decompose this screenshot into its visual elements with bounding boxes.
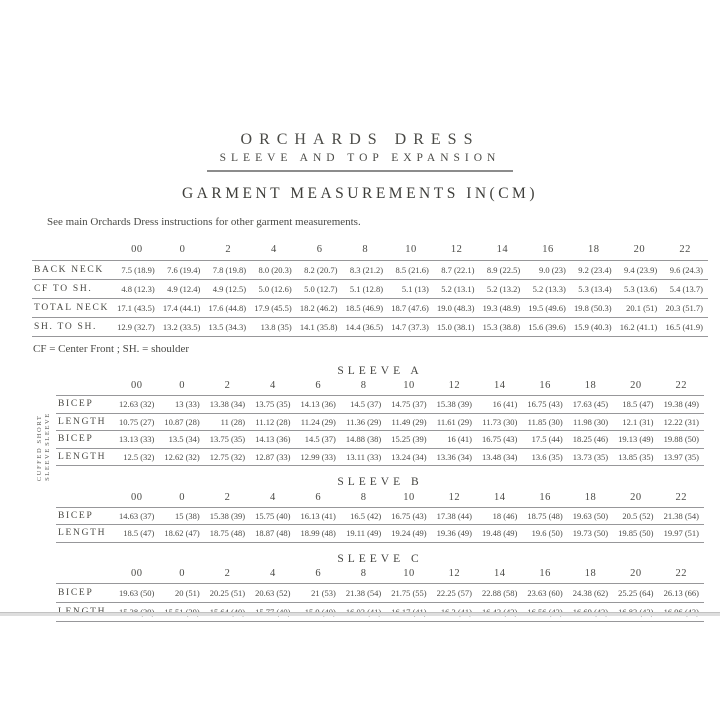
size-header: 20 — [633, 243, 646, 255]
value-cell: 4.9 (12.4) — [167, 283, 201, 294]
abbreviation-footnote: CF = Center Front ; SH. = shoulder — [33, 342, 190, 355]
value-cell: 5.2 (13.2) — [486, 283, 521, 294]
size-header: 20 — [630, 380, 642, 392]
row-label: TOTAL NECK — [34, 302, 110, 313]
value-cell: 19.13 (49) — [618, 434, 654, 445]
value-cell: 18 (46) — [492, 510, 518, 521]
value-cell: 13.11 (33) — [346, 451, 382, 462]
value-cell: 8.7 (22.1) — [441, 264, 475, 275]
value-cell: 16.75 (43) — [481, 434, 518, 445]
row-label: BICEP — [58, 588, 94, 598]
size-header: 22 — [675, 491, 687, 503]
size-header: 2 — [224, 491, 231, 503]
size-header: 22 — [679, 243, 691, 255]
size-header: 10 — [403, 568, 415, 580]
size-header: 18 — [587, 243, 600, 255]
side-label-line: SLEEVE — [44, 446, 51, 481]
value-cell: 11.98 (30) — [573, 416, 609, 427]
value-cell: 11.73 (30) — [482, 416, 518, 427]
value-cell: 16.75 (43) — [391, 510, 427, 521]
value-cell: 17.38 (44) — [436, 510, 472, 521]
row-label: LENGTH — [58, 451, 107, 462]
size-header: 4 — [269, 491, 276, 503]
value-cell: 12.5 (32) — [123, 451, 155, 462]
size-header: 8 — [360, 380, 367, 392]
value-cell: 13.13 (33) — [118, 434, 155, 445]
value-cell: 15.3 (38.8) — [482, 321, 521, 332]
row-label: BICEP — [58, 510, 94, 521]
value-cell: 14.5 (37) — [304, 434, 336, 445]
measurement-row — [56, 448, 704, 466]
value-cell: 7.6 (19.4) — [167, 264, 201, 275]
value-cell: 5.2 (13.3) — [532, 283, 566, 294]
value-cell: 14.5 (37) — [350, 399, 382, 410]
value-cell: 13.36 (34) — [436, 451, 472, 462]
value-cell: 19.38 (49) — [663, 399, 699, 410]
document-header — [0, 0, 720, 203]
size-header: 12 — [450, 243, 463, 255]
side-label-line: CUFFED — [36, 446, 43, 481]
instructions-note: See main Orchards Dress instructions for other garment measurements. — [47, 216, 361, 228]
value-cell: 14.1 (35.8) — [299, 321, 338, 332]
value-cell: 5.3 (13.6) — [623, 283, 658, 294]
size-header: 16 — [539, 380, 551, 392]
value-cell: 11.49 (29) — [391, 416, 427, 427]
value-cell: 12.22 (31) — [663, 416, 699, 427]
value-cell: 19.63 (50) — [572, 510, 609, 521]
value-cell: 21 (53) — [311, 588, 336, 598]
value-cell: 21.38 (54) — [345, 588, 382, 598]
size-header: 20 — [630, 491, 642, 503]
value-cell: 18.25 (46) — [572, 434, 609, 445]
row-label: BICEP — [58, 399, 94, 410]
size-header: 8 — [362, 243, 369, 255]
value-cell: 11.85 (30) — [527, 416, 563, 427]
row-label: CF TO SH. — [34, 283, 93, 294]
value-cell: 13.75 (35) — [209, 434, 246, 445]
value-cell: 11.24 (29) — [300, 416, 336, 427]
cuffed-sleeve-side-label — [34, 432, 54, 496]
sleeve-b-measurements-table — [56, 488, 704, 543]
value-cell: 16.2 (41.1) — [619, 321, 658, 332]
sleeve-a-section — [36, 364, 704, 481]
value-cell: 7.8 (19.8) — [212, 264, 247, 275]
value-cell: 17.1 (43.5) — [117, 302, 155, 313]
value-cell: 13 (33) — [174, 399, 200, 410]
value-cell: 19.88 (50) — [663, 434, 699, 445]
value-cell: 12.87 (33) — [255, 451, 291, 462]
value-cell: 14.4 (36.5) — [345, 321, 384, 332]
value-cell: 14.88 (38) — [345, 434, 382, 445]
value-cell: 20.63 (52) — [255, 588, 291, 598]
row-label: SH. TO SH. — [34, 321, 98, 332]
sleeve-a-measurements-table — [56, 377, 704, 467]
value-cell: 12.9 (32.7) — [117, 321, 155, 332]
value-cell: 19.48 (49) — [481, 528, 518, 539]
value-cell: 19.11 (49) — [346, 528, 382, 539]
value-cell: 19.24 (49) — [391, 528, 427, 539]
value-cell: 12.62 (32) — [164, 451, 200, 462]
value-cell: 9.0 (23) — [538, 264, 566, 275]
value-cell: 18.75 (48) — [527, 510, 563, 521]
value-cell: 5.2 (13.1) — [441, 283, 475, 294]
size-header: 00 — [130, 491, 143, 503]
value-cell: 16.5 (41.9) — [665, 321, 703, 332]
value-cell: 15.9 (40.3) — [574, 321, 612, 332]
garment-measurements-table — [32, 239, 708, 337]
value-cell: 19.97 (51) — [663, 528, 699, 539]
size-header: 2 — [224, 380, 231, 392]
value-cell: 16 (41) — [447, 434, 472, 445]
size-header: 14 — [493, 491, 506, 503]
value-cell: 20.25 (51) — [209, 588, 246, 598]
measurement-row — [56, 525, 704, 543]
value-cell: 20 (51) — [174, 588, 200, 598]
measurement-row — [56, 396, 704, 414]
value-cell: 13.5 (34) — [168, 434, 200, 445]
corner-cell — [56, 565, 114, 584]
size-header: 0 — [179, 243, 186, 255]
value-cell: 8.3 (21.2) — [349, 264, 384, 275]
value-cell: 19.73 (50) — [572, 528, 609, 539]
value-cell: 19.36 (49) — [436, 528, 472, 539]
value-cell: 5.1 (12.8) — [349, 283, 384, 294]
value-cell: 15 (38) — [174, 510, 200, 521]
value-cell: 12.99 (33) — [300, 451, 336, 462]
value-cell: 13.24 (34) — [391, 451, 427, 462]
size-header: 6 — [315, 491, 322, 503]
value-cell: 13.85 (35) — [618, 451, 654, 462]
value-cell: 15.6 (39.6) — [528, 321, 566, 332]
size-header: 12 — [448, 380, 461, 392]
value-cell: 18.2 (46.2) — [299, 302, 338, 313]
value-cell: 11 (28) — [220, 416, 246, 427]
value-cell: 16.5 (42) — [350, 510, 382, 521]
size-header: 0 — [179, 380, 185, 392]
size-header: 14 — [493, 380, 506, 392]
value-cell: 13.38 (34) — [209, 399, 246, 410]
sleeve-c-title: SLEEVE C — [337, 552, 423, 565]
sleeve-b-title: SLEEVE B — [337, 476, 423, 488]
value-cell: 18.87 (48) — [255, 528, 291, 539]
value-cell: 11.61 (29) — [436, 416, 472, 427]
value-cell: 13.6 (35) — [531, 451, 563, 462]
size-header-row — [56, 565, 704, 584]
size-header: 18 — [584, 491, 597, 503]
value-cell: 13.73 (35) — [572, 451, 609, 462]
value-cell: 15.38 (39) — [436, 399, 472, 410]
value-cell: 11.12 (28) — [255, 416, 291, 427]
value-cell: 19.5 (49.6) — [528, 302, 566, 313]
size-header: 10 — [403, 380, 415, 392]
side-label-line: SLEEVE — [44, 411, 51, 446]
value-cell: 18.75 (48) — [209, 528, 246, 539]
value-cell: 16.13 (41) — [300, 510, 336, 521]
value-cell: 5.3 (13.4) — [578, 283, 612, 294]
value-cell: 19.63 (50) — [118, 588, 155, 598]
value-cell: 8.0 (20.3) — [258, 264, 292, 275]
value-cell: 19.0 (48.3) — [436, 302, 475, 313]
value-cell: 19.85 (50) — [618, 528, 654, 539]
value-cell: 9.6 (24.3) — [669, 264, 703, 275]
size-header: 4 — [269, 568, 276, 580]
pattern-subtitle: SLEEVE AND TOP EXPANSION — [219, 152, 501, 164]
value-cell: 11.36 (29) — [346, 416, 382, 427]
measurement-row — [56, 584, 704, 603]
size-header: 14 — [496, 243, 509, 255]
section-heading-measurements: GARMENT MEASUREMENTS IN(CM) — [181, 185, 538, 202]
value-cell: 10.87 (28) — [164, 416, 200, 427]
size-header: 22 — [675, 380, 687, 392]
size-header: 22 — [675, 568, 687, 580]
value-cell: 25.25 (64) — [618, 588, 654, 598]
corner-cell — [56, 377, 114, 396]
value-cell: 13.5 (34.3) — [208, 321, 247, 332]
value-cell: 8.9 (22.5) — [486, 264, 521, 275]
size-header-row — [56, 377, 704, 396]
size-header: 14 — [493, 568, 506, 580]
value-cell: 13.75 (35) — [255, 399, 291, 410]
size-header: 6 — [315, 380, 322, 392]
value-cell: 14.63 (37) — [118, 510, 155, 521]
value-cell: 17.5 (44) — [531, 434, 563, 445]
size-header: 12 — [448, 491, 461, 503]
value-cell: 22.88 (58) — [481, 588, 518, 598]
size-header: 4 — [271, 243, 277, 255]
measurement-row — [32, 317, 708, 336]
size-header: 16 — [539, 491, 551, 503]
measurement-row — [32, 279, 708, 298]
value-cell: 15.25 (39) — [391, 434, 427, 445]
size-header: 20 — [630, 568, 642, 580]
size-header-row — [32, 239, 708, 260]
size-header: 00 — [130, 568, 143, 580]
value-cell: 15.75 (40) — [255, 510, 291, 521]
sleeve-a-title: SLEEVE A — [337, 364, 423, 377]
size-header: 18 — [584, 380, 597, 392]
value-cell: 23.63 (60) — [527, 588, 563, 598]
value-cell: 4.8 (12.3) — [121, 283, 155, 294]
measurement-row — [56, 507, 704, 525]
value-cell: 17.4 (44.1) — [162, 302, 201, 313]
value-cell: 26.13 (66) — [663, 588, 699, 598]
size-header: 6 — [315, 568, 322, 580]
value-cell: 19.3 (48.9) — [482, 302, 521, 313]
value-cell: 15.0 (38.1) — [436, 321, 475, 332]
value-cell: 5.0 (12.6) — [258, 283, 292, 294]
value-cell: 15.38 (39) — [209, 510, 246, 521]
value-cell: 8.2 (20.7) — [304, 264, 338, 275]
value-cell: 5.4 (13.7) — [669, 283, 703, 294]
value-cell: 21.75 (55) — [391, 588, 427, 598]
value-cell: 18.62 (47) — [164, 528, 200, 539]
row-label: BACK NECK — [34, 264, 104, 275]
value-cell: 8.5 (21.6) — [395, 264, 429, 275]
corner-cell — [32, 239, 114, 260]
value-cell: 24.38 (62) — [572, 588, 609, 598]
side-label-line: SHORT — [36, 414, 43, 443]
measurement-row — [56, 431, 704, 449]
row-label: BICEP — [58, 434, 94, 445]
value-cell: 18.99 (48) — [300, 528, 336, 539]
size-header: 18 — [584, 568, 597, 580]
value-cell: 18.5 (47) — [622, 399, 654, 410]
value-cell: 16.75 (43) — [527, 399, 563, 410]
value-cell: 14.13 (36) — [255, 434, 291, 445]
size-header: 16 — [542, 243, 554, 255]
size-header: 8 — [360, 491, 367, 503]
size-header: 8 — [360, 568, 367, 580]
size-header: 2 — [225, 243, 232, 255]
measurement-row — [32, 260, 708, 279]
pattern-title: ORCHARDS DRESS — [240, 131, 480, 148]
value-cell: 4.9 (12.5) — [212, 283, 247, 294]
value-cell: 12.1 (31) — [622, 416, 654, 427]
value-cell: 13.8 (35) — [260, 321, 292, 332]
value-cell: 12.75 (32) — [209, 451, 246, 462]
size-header: 00 — [130, 380, 143, 392]
value-cell: 20.5 (52) — [622, 510, 654, 521]
size-header: 10 — [405, 243, 417, 255]
value-cell: 9.2 (23.4) — [578, 264, 612, 275]
value-cell: 18.7 (47.6) — [391, 302, 429, 313]
title-underline-rule — [207, 170, 513, 172]
size-header: 16 — [539, 568, 551, 580]
value-cell: 13.2 (33.5) — [162, 321, 201, 332]
value-cell: 10.75 (27) — [118, 416, 155, 427]
size-header: 10 — [403, 491, 415, 503]
row-label: LENGTH — [58, 416, 107, 427]
size-header: 4 — [269, 380, 276, 392]
value-cell: 17.63 (45) — [572, 399, 609, 410]
size-header: 2 — [224, 568, 231, 580]
value-cell: 18.5 (47) — [123, 528, 155, 539]
value-cell: 19.6 (50) — [531, 528, 563, 539]
value-cell: 12.63 (32) — [118, 399, 155, 410]
value-cell: 22.25 (57) — [436, 588, 472, 598]
value-cell: 7.5 (18.9) — [121, 264, 155, 275]
page-edge — [0, 612, 720, 616]
value-cell: 9.4 (23.9) — [623, 264, 658, 275]
measurement-row — [56, 413, 704, 431]
sleeve-b-section — [56, 476, 704, 543]
value-cell: 14.7 (37.3) — [391, 321, 429, 332]
value-cell: 5.1 (13) — [401, 283, 429, 294]
value-cell: 17.6 (44.8) — [208, 302, 247, 313]
size-header-row — [56, 488, 704, 507]
row-label: LENGTH — [58, 528, 107, 539]
value-cell: 5.0 (12.7) — [304, 283, 338, 294]
value-cell: 20.1 (51) — [626, 302, 658, 313]
value-cell: 21.38 (54) — [663, 510, 699, 521]
size-header: 0 — [179, 568, 185, 580]
value-cell: 18.5 (46.9) — [345, 302, 384, 313]
size-header: 00 — [131, 243, 143, 255]
value-cell: 16 (41) — [492, 399, 518, 410]
value-cell: 19.8 (50.3) — [574, 302, 612, 313]
size-header: 6 — [316, 243, 323, 255]
value-cell: 13.97 (35) — [663, 451, 699, 462]
value-cell: 13.48 (34) — [481, 451, 518, 462]
value-cell: 14.75 (37) — [391, 399, 427, 410]
value-cell: 20.3 (51.7) — [665, 302, 703, 313]
size-header: 0 — [179, 491, 185, 503]
measurement-row — [32, 298, 708, 317]
corner-cell — [56, 488, 114, 507]
size-header: 12 — [448, 568, 461, 580]
value-cell: 14.13 (36) — [300, 399, 336, 410]
value-cell: 17.9 (45.5) — [254, 302, 292, 313]
